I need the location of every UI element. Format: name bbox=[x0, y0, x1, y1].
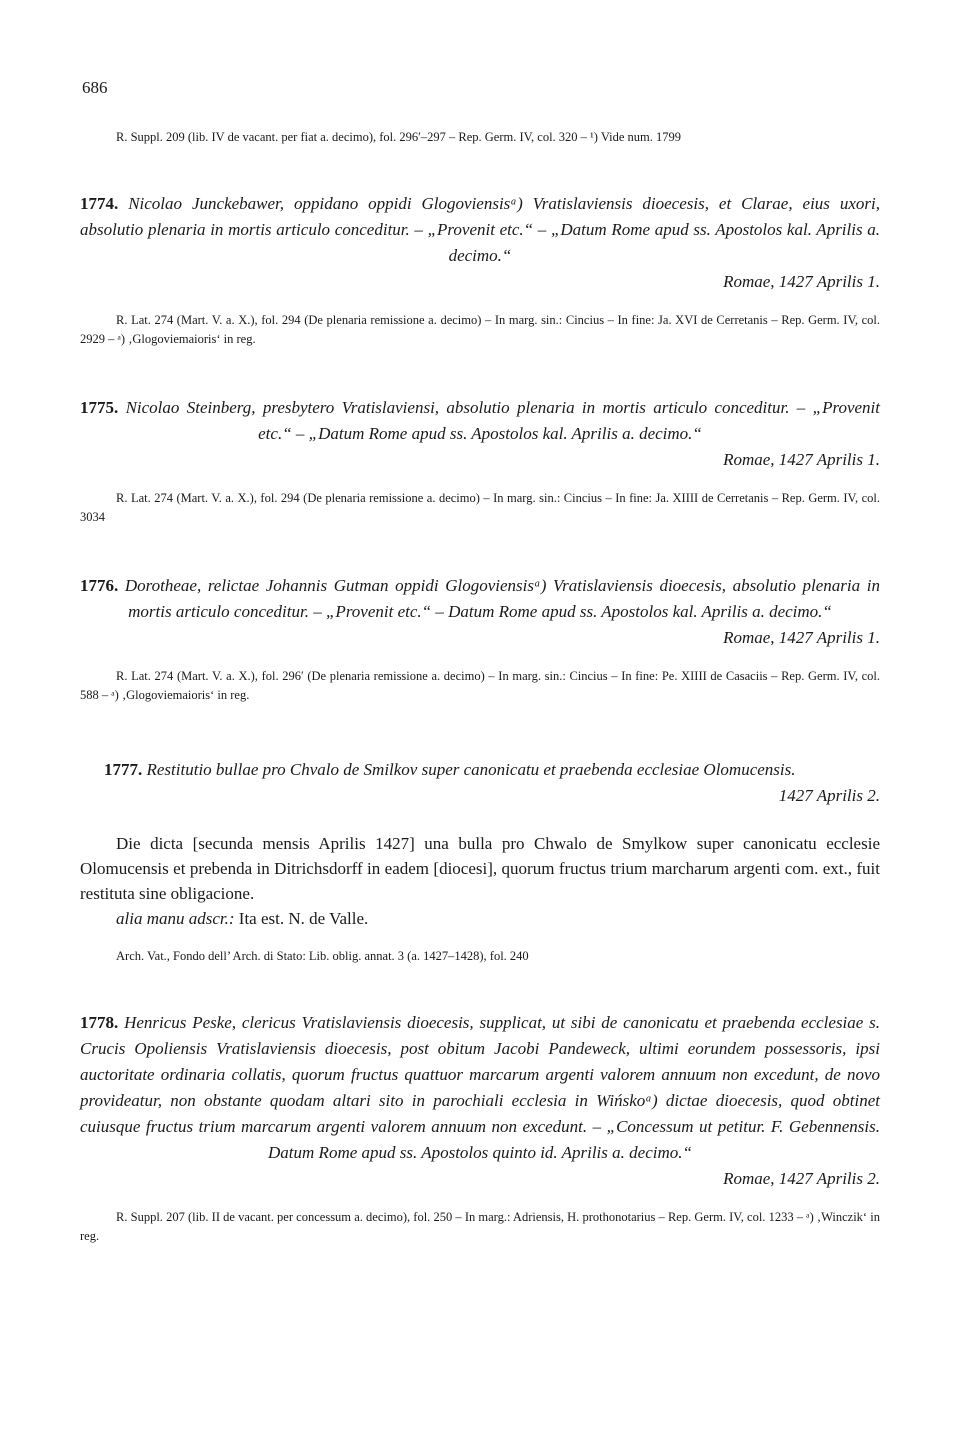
entry-source-note: R. Lat. 274 (Mart. V. a. X.), fol. 296′ (De plenaria remissione a. decimo) – In marg. sin.: Cincius – In fine: Pe. XIIII de Casaciis – Rep. Germ. IV, col. 588 – ᵃ) ‚Glogoviemaioris‘ in reg. bbox=[80, 669, 880, 702]
entry-date: Romae, 1427 Aprilis 1. bbox=[723, 272, 880, 291]
entry-number: 1778. bbox=[80, 1013, 119, 1032]
entry-regest-text: Restitutio bullae pro Chvalo de Smilkov super canonicatu et praebenda ecclesiae Olomucensis. bbox=[146, 760, 796, 779]
entry-regest-text: Nicolao Junckebawer, oppidano oppidi Glogoviensisᵃ) Vratislaviensis dioecesis, et Clarae, eius uxori, absolutio plenaria in mortis articulo conceditur. – „Provenit etc.“ – „Datum Rome apud ss. Apostolos kal. Aprilis a. decimo.“ bbox=[80, 194, 881, 265]
entry-body-text: Die dicta [secunda mensis Aprilis 1427] una bulla pro Chwalo de Smylkow super canonicatu ecclesie Olomucensis et prebenda in Ditrichsdorff in eadem [diocesi], quorum fructus trium marcharum argenti com. ext., fuit restituta sine obligacione. bbox=[80, 834, 880, 903]
entry-1775 bbox=[80, 395, 880, 527]
entry-1778 bbox=[80, 1010, 880, 1246]
hand-note-label: alia manu adscr.: bbox=[116, 909, 235, 928]
page-content bbox=[80, 128, 880, 1246]
entry-regest bbox=[80, 757, 880, 783]
entry-source-note: R. Lat. 274 (Mart. V. a. X.), fol. 294 (De plenaria remissione a. decimo) – In marg. sin.: Cincius – In fine: Ja. XIIII de Cerretanis – Rep. Germ. IV, col. 3034 bbox=[80, 491, 880, 524]
entry-number: 1775. bbox=[80, 398, 119, 417]
entry-regest bbox=[80, 573, 880, 625]
entry-number: 1774. bbox=[80, 194, 119, 213]
entry-regest-text: Dorotheae, relictae Johannis Gutman oppidi Glogoviensisᵃ) Vratislaviensis dioecesis, absolutio plenaria in mortis articulo conceditur. – „Provenit etc.“ – Datum Rome apud ss. Apostolos kal. Aprilis a. decimo.“ bbox=[124, 576, 880, 621]
entry-1774 bbox=[80, 191, 880, 349]
entry-date: Romae, 1427 Aprilis 2. bbox=[723, 1169, 880, 1188]
entry-number: 1776. bbox=[80, 576, 119, 595]
entry-regest bbox=[80, 191, 880, 269]
entry-regest-text: Nicolao Steinberg, presbytero Vratislaviensi, absolutio plenaria in mortis articulo conceditur. – „Provenit etc.“ – „Datum Rome apud ss. Apostolos kal. Aprilis a. decimo.“ bbox=[125, 398, 880, 443]
entry-hand-note bbox=[80, 906, 880, 931]
entry-source-note: Arch. Vat., Fondo dell’ Arch. di Stato: Lib. oblig. annat. 3 (a. 1427–1428), fol. 240 bbox=[116, 949, 529, 963]
page-number: 686 bbox=[82, 78, 108, 97]
entry-date: 1427 Aprilis 2. bbox=[778, 786, 880, 805]
entry-1776 bbox=[80, 573, 880, 705]
header-source-note: R. Suppl. 209 (lib. IV de vacant. per fiat a. decimo), fol. 296′–297 – Rep. Germ. IV, col. 320 – ¹) Vide num. 1799 bbox=[116, 130, 682, 144]
entry-source-note: R. Suppl. 207 (lib. II de vacant. per concessum a. decimo), fol. 250 – In marg.: Adriensis, H. prothonotarius – Rep. Germ. IV, col. 1233 – ᵃ) ‚Winczik‘ in reg. bbox=[80, 1210, 880, 1243]
entry-date: Romae, 1427 Aprilis 1. bbox=[723, 628, 880, 647]
entry-number: 1777. bbox=[104, 760, 143, 779]
entry-regest-text: Henricus Peske, clericus Vratislaviensis dioecesis, supplicat, ut sibi de canonicatu et praebenda ecclesiae s. Crucis Opoliensis Vratislaviensis dioecesis, post obitum Jacobi Pandeweck, ultimi eorundem possessoris, ipsi auctoritate ordinaria collatis, quorum fructus quattuor marcarum argenti valorem annuum non excedunt, de novo provideatur, non obstante quodam altari sito in parochiali ecclesia in Wińskoᵃ) dictae dioecesis, quod obtinet cuiusque fructus trium marcarum argenti valorem annuum non excedunt. – „Concessum ut petitur. F. Gebennensis. Datum Rome apud ss. Apostolos quinto id. Aprilis a. decimo.“ bbox=[80, 1013, 880, 1162]
entry-1777 bbox=[80, 757, 880, 966]
entry-date: Romae, 1427 Aprilis 1. bbox=[723, 450, 880, 469]
entry-regest bbox=[80, 395, 880, 447]
hand-note-text: Ita est. N. de Valle. bbox=[238, 909, 369, 928]
entry-source-note: R. Lat. 274 (Mart. V. a. X.), fol. 294 (De plenaria remissione a. decimo) – In marg. sin.: Cincius – In fine: Ja. XVI de Cerretanis – Rep. Germ. IV, col. 2929 – ᵃ) ‚Glogoviemaioris‘ in reg. bbox=[80, 313, 880, 346]
entry-regest bbox=[80, 1010, 880, 1166]
